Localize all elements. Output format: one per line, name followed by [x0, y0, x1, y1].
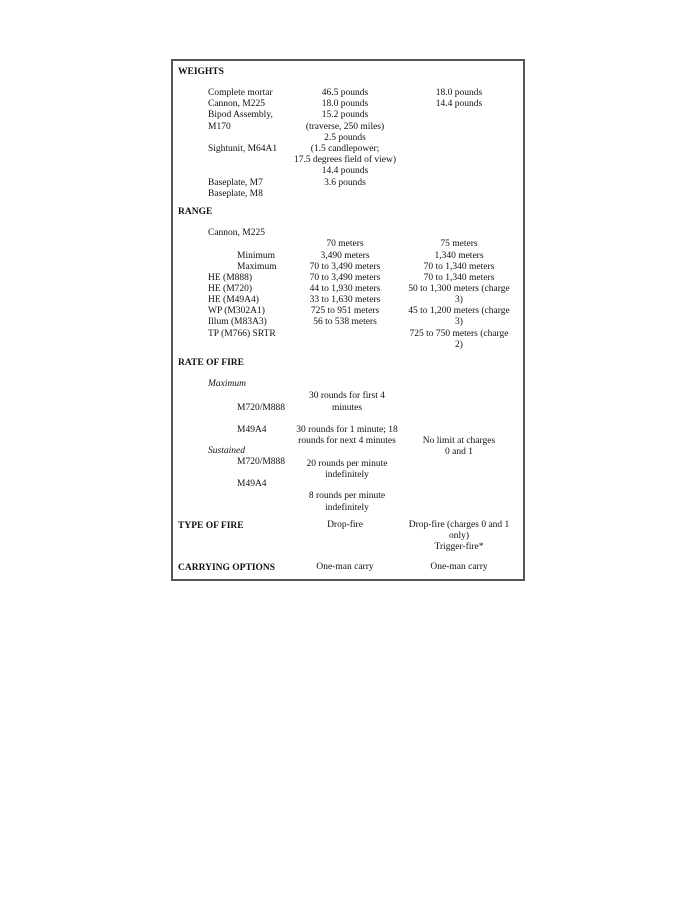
range-value: 725 to 951 meters — [310, 306, 380, 316]
range-value-alt: 725 to 750 meters (charge — [409, 329, 509, 339]
range-value-alt: 50 to 1,300 meters (charge — [408, 284, 510, 294]
weights-label: Complete mortar — [208, 88, 273, 98]
rate-value: 30 rounds for first 4 — [309, 391, 385, 401]
weights-value: 3.6 pounds — [324, 178, 366, 188]
carrying-options-value-alt: One-man carry — [430, 562, 488, 572]
weights-value: 17.5 degrees field of view) — [293, 155, 397, 165]
range-value: 3,490 meters — [320, 251, 370, 261]
type-of-fire-value: Drop-fire — [327, 520, 363, 530]
carrying-options-value: One-man carry — [316, 562, 374, 572]
rate-label: Maximum — [208, 379, 246, 389]
weights-value: 18.0 pounds — [321, 99, 369, 109]
range-value-alt: 1,340 meters — [434, 251, 484, 261]
range-value-alt: 2) — [455, 340, 463, 350]
range-value: 70 to 3,490 meters — [309, 262, 381, 272]
rate-value: 20 rounds per minute — [306, 459, 388, 469]
range-value-alt: 70 to 1,340 meters — [423, 262, 495, 272]
weights-value-alt: 14.4 pounds — [435, 99, 483, 109]
rate-label: M49A4 — [237, 425, 267, 435]
type-of-fire-heading: TYPE OF FIRE — [178, 521, 244, 531]
range-value-alt: 45 to 1,200 meters (charge — [408, 306, 510, 316]
rate-value: 8 rounds per minute — [308, 491, 386, 501]
rate-label: M720/M888 — [237, 457, 286, 467]
weights-label: M170 — [208, 122, 231, 132]
weights-value: 46.5 pounds — [321, 88, 369, 98]
weights-value: (1.5 candlepower; — [310, 144, 380, 154]
weights-label: Baseplate, M7 — [208, 178, 263, 188]
type-of-fire-value-alt: Trigger-fire* — [434, 542, 484, 552]
carrying-options-heading: CARRYING OPTIONS — [178, 563, 276, 573]
range-label: WP (M302A1) — [208, 306, 265, 316]
range-value: 56 to 538 meters — [313, 317, 377, 327]
rate-of-fire-heading: RATE OF FIRE — [178, 358, 244, 368]
rate-value-alt: No limit at charges — [422, 436, 496, 446]
type-of-fire-value-alt: only) — [448, 531, 470, 541]
weights-label: Baseplate, M8 — [208, 189, 263, 199]
rate-label: M49A4 — [237, 479, 267, 489]
range-value: 70 meters — [326, 239, 364, 249]
weights-value-alt: 18.0 pounds — [435, 88, 483, 98]
rate-value-alt: 0 and 1 — [445, 447, 473, 457]
weights-label: Cannon, M225 — [208, 99, 265, 109]
range-label: HE (M49A4) — [208, 295, 259, 305]
rate-label: Sustained — [208, 446, 245, 456]
range-value: 70 to 3,490 meters — [309, 273, 381, 283]
range-value: 44 to 1,930 meters — [309, 284, 381, 294]
rate-value: indefinitely — [325, 503, 369, 513]
weights-value: 15.2 pounds — [321, 110, 369, 120]
range-label: Minimum — [237, 251, 276, 261]
weights-value: 14.4 pounds — [321, 166, 369, 176]
range-value-alt: 3) — [455, 295, 463, 305]
range-value-alt: 75 meters — [440, 239, 478, 249]
rate-value: rounds for next 4 minutes — [298, 436, 396, 446]
range-label: HE (M888) — [208, 273, 253, 283]
range-label: TP (M766) SRTR — [208, 329, 276, 339]
rate-label: M720/M888 — [237, 403, 286, 413]
range-label: Illum (M83A3) — [208, 317, 267, 327]
weights-label: Bipod Assembly, — [208, 110, 273, 120]
weights-heading: WEIGHTS — [178, 67, 224, 77]
range-value-alt: 70 to 1,340 meters — [423, 273, 495, 283]
range-heading: RANGE — [178, 207, 213, 217]
range-label: Maximum — [237, 262, 277, 272]
range-label: HE (M720) — [208, 284, 253, 294]
range-value-alt: 3) — [455, 317, 463, 327]
rate-value: minutes — [331, 403, 363, 413]
range-value: 33 to 1,630 meters — [309, 295, 381, 305]
weights-label: Sightunit, M64A1 — [208, 144, 278, 154]
weights-value: 2.5 pounds — [324, 133, 366, 143]
rate-value: 30 rounds for 1 minute; 18 — [296, 425, 398, 435]
weights-value: (traverse, 250 miles) — [305, 122, 385, 132]
rate-value: indefinitely — [325, 470, 369, 480]
type-of-fire-value-alt: Drop-fire (charges 0 and 1 — [408, 520, 510, 530]
range-label: Cannon, M225 — [208, 228, 265, 238]
